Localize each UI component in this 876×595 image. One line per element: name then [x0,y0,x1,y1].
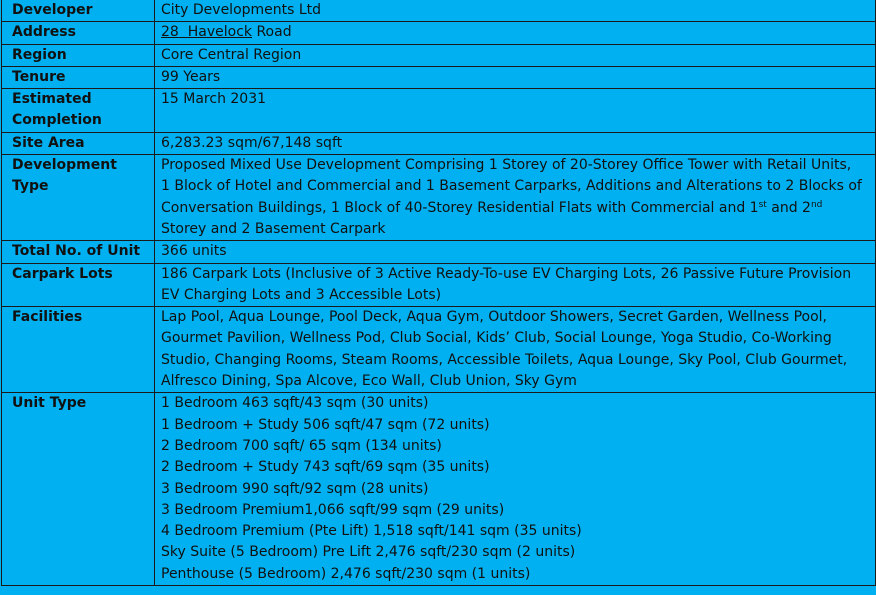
row-site-area [2,132,876,154]
site-area-text: 6,283.23 sqm/67,148 sqft [161,134,343,151]
unit-type-item: 3 Bedroom 990 sqft/92 sqm (28 units) [161,480,429,497]
row-region [2,44,876,66]
row-facilities [2,307,876,393]
label-development-type: Development Type [2,155,155,241]
row-total-units [2,241,876,263]
label-developer: Developer [2,0,155,22]
total-units-text: 366 units [161,243,227,260]
unit-type-item: Sky Suite (5 Bedroom) Pre Lift 2,476 sqft/230 sqm (2 units) [161,544,576,561]
row-carpark-lots [2,263,876,307]
row-tenure [2,66,876,88]
value-carpark-lots: 186 Carpark Lots (Inclusive of 3 Active Ready-To-use EV Charging Lots, 26 Passive Future Provision EV Charging Lots and 3 Accessible Lots) [155,263,876,307]
label-facilities: Facilities [2,307,155,393]
label-total-units: Total No. of Unit [2,241,155,263]
developer-name: City Developments Ltd [161,2,322,18]
row-developer [2,0,876,22]
value-address [155,22,876,44]
address-suffix: Road [256,24,292,41]
label-region: Region [2,44,155,66]
region-text: Core Central Region [161,46,302,63]
value-facilities: Lap Pool, Aqua Lounge, Pool Deck, Aqua Gym, Outdoor Showers, Secret Garden, Wellness Pool, Gourmet Pavilion, Wellness Pod, Club Social, Kids’ Club, Social Lounge, Yoga Studio, Co-Working Studio, Changing Rooms, Steam Rooms, Accessible Toilets, Aqua Lounge, Sky Pool, Club Gourmet, Alfresco Dining, Spa Alcove, Eco Wall, Club Union, Sky Gym [155,307,876,393]
unit-type-item: 1 Bedroom 463 sqft/43 sqm (30 units) [161,395,429,412]
completion-date: 15 March 2031 [161,91,267,108]
row-unit-type [2,393,876,586]
label-address: Address [2,22,155,44]
unit-type-item: 1 Bedroom + Study 506 sqft/47 sqm (72 units) [161,416,490,433]
value-developer [155,0,876,22]
label-carpark-lots: Carpark Lots [2,263,155,307]
unit-type-item: 2 Bedroom + Study 743 sqft/69 sqm (35 units) [161,459,490,476]
row-development-type [2,155,876,241]
value-tenure [155,66,876,88]
value-development-type: Proposed Mixed Use Development Comprising 1 Storey of 20-Storey Office Tower with Retail Units, 1 Block of Hotel and Commercial and 1 Basement Carparks, Additions and Alterations to 2 Blocks of Conversation Buildings, 1 Block of 40-Storey Residential Flats with Commercial and 1st and 2nd Storey and 2 Basement Carpark [155,155,876,241]
value-site-area [155,132,876,154]
unit-type-item: Penthouse (5 Bedroom) 2,476 sqft/230 sqm (1 units) [161,565,531,582]
unit-type-item: 2 Bedroom 700 sqft/ 65 sqm (134 units) [161,437,442,454]
value-total-units [155,241,876,263]
address-street[interactable]: Havelock [187,24,252,41]
tenure-text: 99 Years [161,68,221,85]
unit-type-item: 4 Bedroom Premium (Pte Lift) 1,518 sqft/141 sqm (35 units) [161,523,582,540]
unit-type-item: 3 Bedroom Premium1,066 sqft/99 sqm (29 units) [161,501,505,518]
label-unit-type: Unit Type [2,393,155,586]
label-tenure: Tenure [2,66,155,88]
value-region [155,44,876,66]
value-unit-type [155,393,876,586]
row-address [2,22,876,44]
row-estimated-completion [2,89,876,133]
address-number[interactable]: 28 [161,24,179,41]
label-site-area: Site Area [2,132,155,154]
value-estimated-completion [155,89,876,133]
project-details-table [1,0,876,586]
label-estimated-completion: Estimated Completion [2,89,155,133]
